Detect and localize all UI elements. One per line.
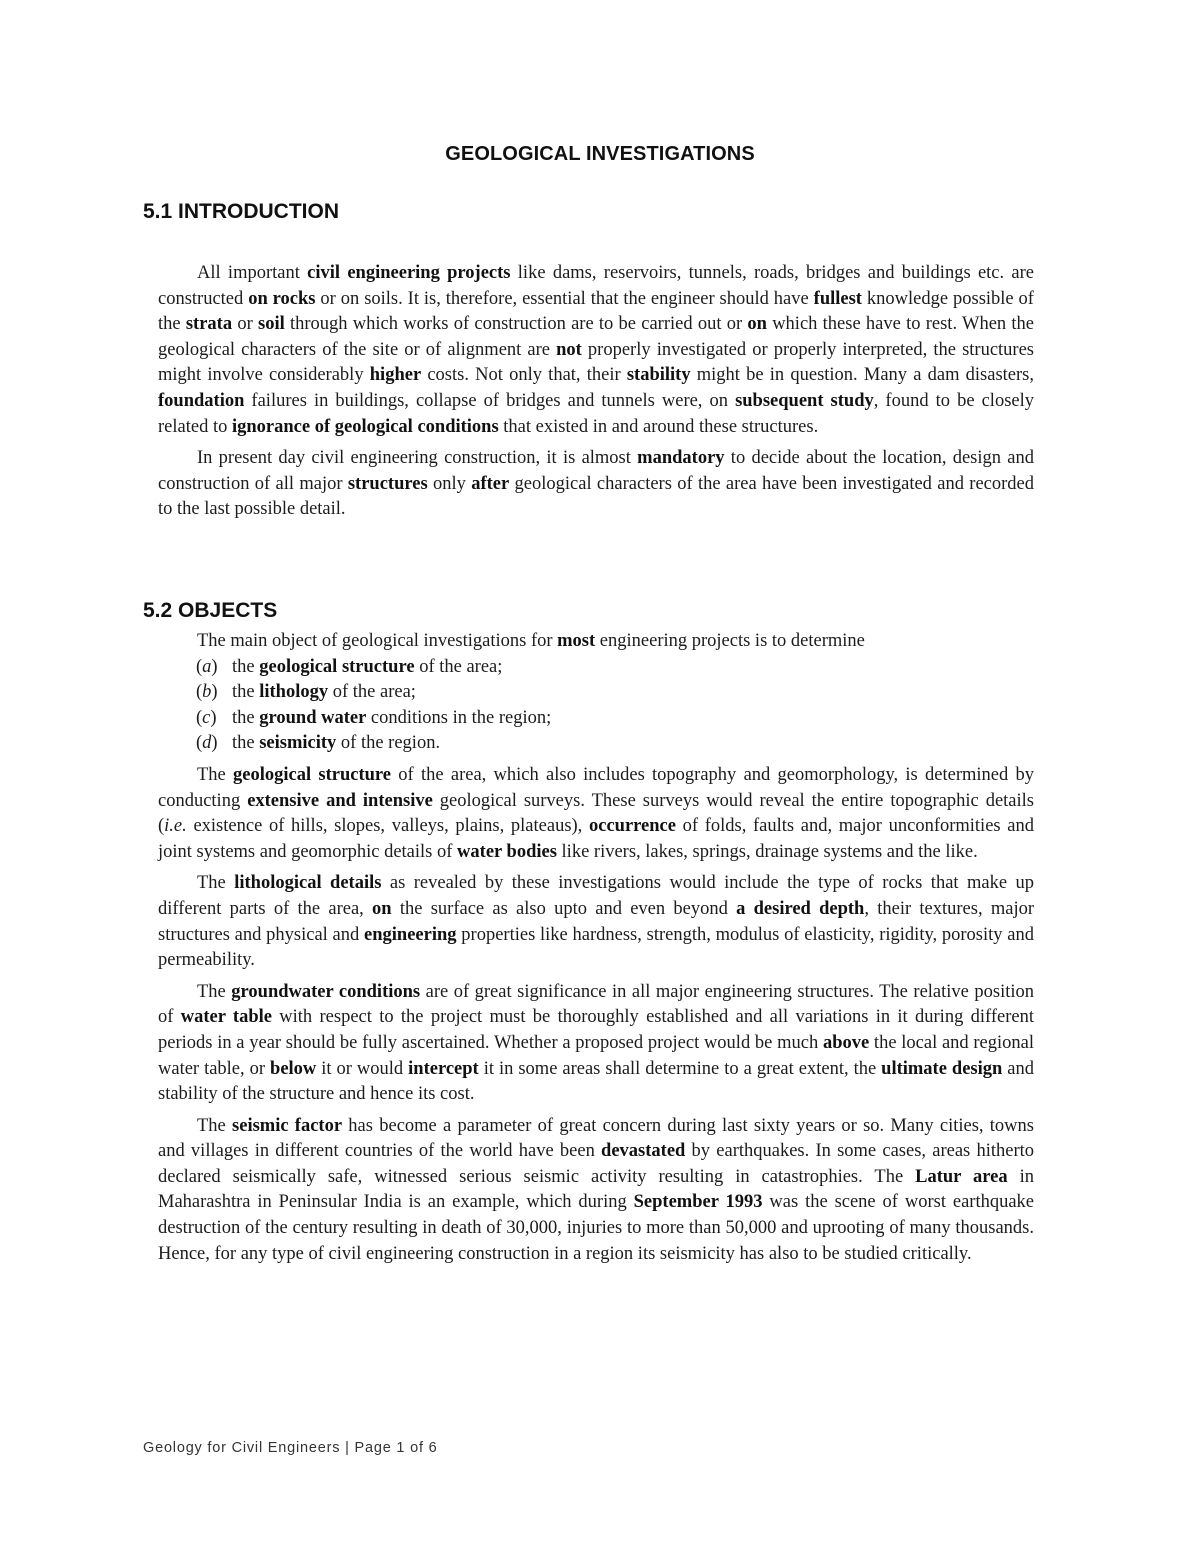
- lithology-paragraph: The lithological details as revealed by these investigations would include the type of rocks that make up different parts of the area, on the surface as also upto and even beyond a desired depth, their textures, major structures and physical and engineering properties like hardness, strength, modulus of elasticity, rigidity, porosity and permeability.: [158, 873, 1035, 971]
- bold-term: ignorance of geological conditions: [231, 416, 499, 437]
- section-heading-introduction: 5.1 INTRODUCTION: [143, 200, 340, 223]
- list-item-label: (c): [196, 707, 217, 728]
- geological-structure-paragraph: The geological structure of the area, which also includes topography and geomorphology, is determined by conducting extensive and intensive geological surveys. These surveys would reveal the entire topographic details (i.e. existence of hills, slopes, valleys, plains, plateaus), occurrence of folds, faults and, major unconformities and joint systems and geomorphic details of water bodies like rivers, lakes, springs, drainage systems and the like.: [158, 764, 1035, 862]
- list-item: (c) the ground water conditions in the region;: [158, 706, 1034, 732]
- bold-term: on: [747, 314, 767, 335]
- list-item: (d) the seismicity of the region.: [158, 731, 1034, 757]
- bold-term: engineering: [364, 924, 457, 945]
- bold-term: strata: [185, 314, 233, 335]
- bold-term: groundwater conditions: [231, 981, 421, 1002]
- bold-term: on rocks: [248, 288, 316, 309]
- bold-term: below: [270, 1058, 317, 1079]
- bold-term: ultimate design: [881, 1058, 1003, 1079]
- objects-list: [158, 655, 1034, 757]
- bold-term: water bodies: [457, 841, 557, 862]
- bold-term: seismic factor: [232, 1115, 343, 1136]
- list-item: (b) the lithology of the area;: [158, 680, 1034, 706]
- bold-term: higher: [369, 365, 422, 386]
- bold-term: civil engineering projects: [307, 263, 511, 283]
- page-footer: Geology for Civil Engineers | Page 1 of 6: [143, 1440, 438, 1456]
- objects-lead-paragraph: The main object of geological investigations for most engineering projects is to determine: [197, 631, 865, 651]
- bold-term: on: [372, 898, 392, 919]
- introduction-paragraph-1: All important civil engineering projects like dams, reservoirs, tunnels, roads, bridges and buildings etc. are constructed on rocks or on soils. It is, therefore, essential that the engineer should have fullest knowledge possible of the strata or soil through which works of construction are to be carried out or on which these have to rest. When the geological characters of the site or of alignment are not properly investigated or properly interpreted, the structures might involve considerably higher costs. Not only that, their stability might be in question. Many a dam disasters, foundation failures in buildings, collapse of bridges and tunnels were, on subsequent study, found to be closely related to ignorance of geological conditions that existed in and around these structures.: [158, 263, 1035, 437]
- bold-term: devastated: [601, 1141, 686, 1162]
- list-item-label: (d): [196, 733, 218, 754]
- bold-term: most: [557, 631, 596, 651]
- bold-term: Latur area: [915, 1166, 1008, 1187]
- bold-term: stability: [626, 365, 691, 386]
- bold-term: seismicity: [259, 733, 337, 754]
- bold-term: geological structure: [233, 764, 392, 785]
- bold-term: geological structure: [259, 656, 415, 677]
- bold-term: structures: [347, 473, 428, 494]
- bold-term: a desired depth: [736, 898, 865, 919]
- bold-term: foundation: [158, 390, 245, 411]
- list-item: (a) the geological structure of the area;: [158, 655, 1034, 681]
- italic-term: i.e.: [164, 816, 187, 837]
- bold-term: extensive and intensive: [247, 790, 433, 811]
- introduction-paragraph-2: In present day civil engineering construction, it is almost mandatory to decide about the location, design and construction of all major structures only after geological characters of the area have been investigated and recorded to the last possible detail.: [158, 448, 1035, 520]
- bold-term: water table: [180, 1007, 272, 1028]
- bold-term: above: [822, 1032, 870, 1053]
- section-heading-objects: 5.2 OBJECTS: [143, 599, 278, 622]
- bold-term: intercept: [408, 1058, 479, 1079]
- bold-term: soil: [258, 314, 285, 335]
- list-item-label: (b): [196, 682, 218, 703]
- seismic-paragraph: The seismic factor has become a parameter of great concern during last sixty years or so. Many cities, towns and villages in different countries of the world have been devastated by earthquakes. In some cases, areas hitherto declared seismically safe, witnessed serious seismic activity resulting in catastrophies. The Latur area in Maharashtra in Peninsular India is an example, which during September 1993 was the scene of worst earthquake destruction of the century resulting in death of 30,000, injuries to more than 50,000 and uprooting of many thousands. Hence, for any type of civil engineering construction in a region its seismicity has also to be studied critically.: [158, 1115, 1035, 1264]
- bold-term: September 1993: [633, 1192, 763, 1213]
- list-item-label: (a): [196, 656, 218, 677]
- bold-term: mandatory: [637, 448, 725, 469]
- bold-term: fullest: [813, 288, 862, 309]
- objects-body: [158, 629, 1034, 1267]
- bold-term: after: [471, 473, 510, 494]
- bold-term: occurrence: [588, 816, 676, 837]
- groundwater-paragraph: The groundwater conditions are of great significance in all major engineering structures. The relative position of water table with respect to the project must be thoroughly established and all variations in it during different periods in a year should be fully ascertained. Whether a proposed project would be much above the local and regional water table, or below it or would intercept it in some areas shall determine to a great extent, the ultimate design and stability of the structure and hence its cost.: [158, 981, 1035, 1105]
- bold-term: not: [556, 339, 582, 360]
- introduction-body: [158, 261, 1034, 523]
- bold-term: lithological details: [234, 873, 382, 894]
- bold-term: lithology: [259, 682, 329, 703]
- bold-term: ground water: [259, 707, 367, 728]
- bold-term: subsequent study: [735, 390, 874, 411]
- document-title: GEOLOGICAL INVESTIGATIONS: [445, 143, 755, 165]
